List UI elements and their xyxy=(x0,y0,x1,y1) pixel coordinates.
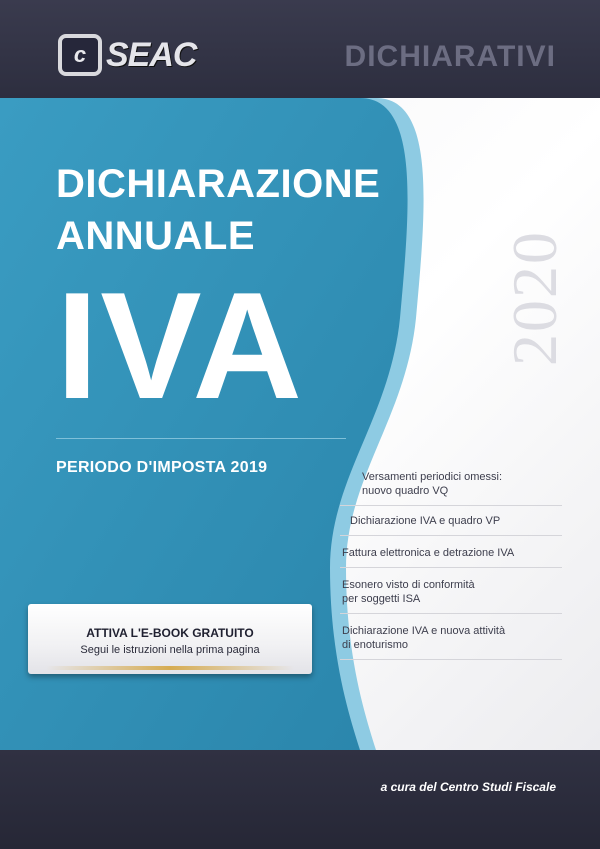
topic-item: Dichiarazione IVA e quadro VP xyxy=(340,506,562,536)
tax-period: PERIODO D'IMPOSTA 2019 xyxy=(56,459,268,476)
logo-mark: c xyxy=(58,34,102,76)
curator-credit: a cura del Centro Studi Fiscale xyxy=(380,780,556,794)
title-line-1: DICHIARAZIONE xyxy=(56,162,381,206)
title-main: IVA xyxy=(56,261,305,431)
ebook-title: ATTIVA L'E-BOOK GRATUITO xyxy=(86,626,254,640)
title-line-2: ANNUALE xyxy=(56,214,256,258)
topic-item: Dichiarazione IVA e nuova attività di enoturismo xyxy=(340,614,562,660)
header-band xyxy=(0,0,600,98)
publisher-logo xyxy=(58,32,196,78)
topic-item: Esonero visto di conformità per soggetti ISA xyxy=(340,568,562,614)
ebook-banner xyxy=(28,604,312,674)
title-divider xyxy=(56,438,346,439)
topic-list xyxy=(340,466,562,660)
ebook-instructions: Segui le istruzioni nella prima pagina xyxy=(80,644,260,656)
topic-item: Fattura elettronica e detrazione IVA xyxy=(340,536,562,568)
footer-band xyxy=(0,750,600,849)
logo-text: SEAC xyxy=(106,35,197,74)
topic-item: Versamenti periodici omessi: nuovo quadro VQ xyxy=(340,466,562,506)
edition-year: 2020 xyxy=(499,230,570,366)
series-label: DICHIARATIVI xyxy=(344,40,556,73)
